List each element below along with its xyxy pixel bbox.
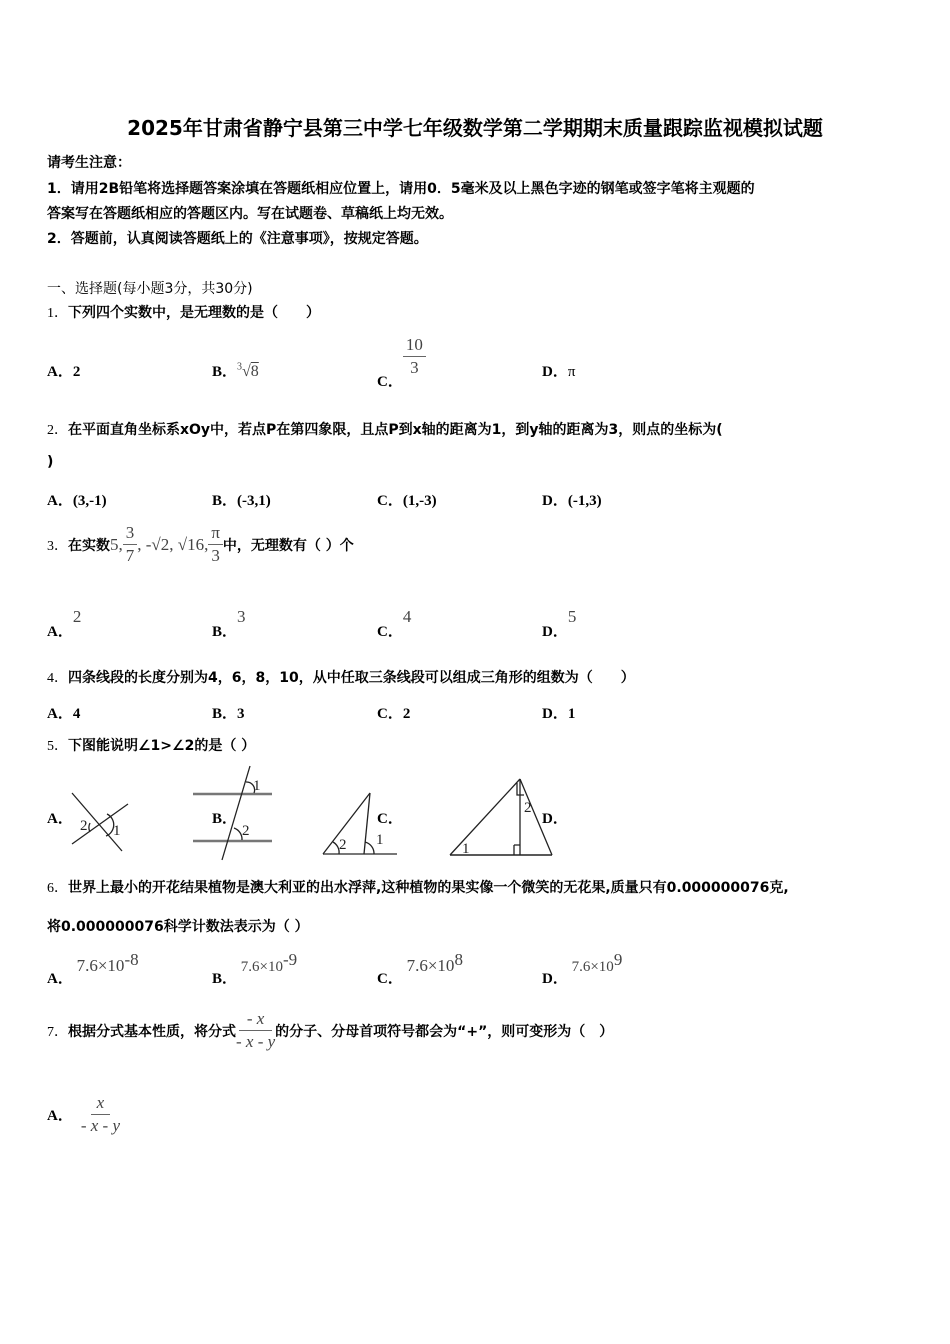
- angle-label: 2: [80, 818, 88, 834]
- question-text: 下列四个实数中，是无理数的是（ ）: [68, 305, 320, 321]
- fraction: [81, 1092, 120, 1137]
- question-number: 4．: [47, 671, 68, 686]
- option: B．(-3,1): [212, 493, 271, 509]
- math-text: , -√2, √16,: [137, 534, 209, 554]
- option-value: 3: [237, 607, 246, 626]
- question-text: 中，无理数有（ ）个: [222, 537, 354, 554]
- numerator: x: [91, 1092, 111, 1115]
- option-label: C．: [377, 971, 403, 987]
- radical-index: 3: [237, 361, 243, 373]
- question-number: 5．: [47, 739, 68, 754]
- angle-label: 1: [253, 778, 261, 794]
- question-text: 在平面直角坐标系xOy中，若点P在第四象限，且点P到x轴的距离为1，到y轴的距离为3，则点的坐标为(: [68, 422, 723, 438]
- fraction: [208, 522, 223, 567]
- angle-label: 1: [462, 841, 470, 857]
- option: B．3: [212, 706, 245, 722]
- fraction: [403, 334, 426, 379]
- exponent: -8: [124, 950, 139, 969]
- angle-label: 1: [113, 823, 121, 839]
- option-value: π: [567, 364, 576, 380]
- denominator: 3: [211, 546, 220, 565]
- angle-label: 2: [242, 823, 250, 839]
- option-value: 8: [250, 363, 259, 380]
- numerator: π: [208, 522, 223, 545]
- option: D．1: [542, 706, 576, 722]
- section-heading: 一、选择题(每小题3分，共30分): [47, 281, 253, 297]
- numerator: - x: [239, 1008, 272, 1031]
- exponent: -9: [282, 950, 298, 969]
- option-label: B．: [212, 624, 238, 640]
- option-value: 7.6×10: [571, 959, 614, 975]
- angle-label: 1: [376, 832, 384, 848]
- numerator: 3: [123, 522, 138, 545]
- question-text: 世界上最小的开花结果植物是澳大利亚的出水浮萍,这种植物的果实像一个微笑的无花果,质量只有0.000000076克,: [68, 880, 789, 896]
- exam-page: 2025年甘肃省静宁县第三中学七年级数学第二学期期末质量跟踪监视模拟试题 请考生注意： 1．请用2B铅笔将选择题答案涂填在答题纸相应位置上，请用0．5毫米及以上黑色字迹的钢笔或签字笔将主观题的 答案写在答题纸相应的答题区内。写在试题卷、草稿纸上均无效。 2．答题前，认真阅读答题纸上的《注意事项》，按规定答题。 一、选择题(每小题3分，共30分) 1．下列四个实数中，是无理数的是（ ） A．2 B．$^3$√8 C． $\frac{10}{3}$ D．π 2．在平面直角坐标系xOy中，若点P在第四象限，且点P到x轴的距离为1，到y轴的距离为3，则点的坐标为( ) A．(3,-1) B．(-3,1) C．(1,-3) D．(-1,3) 3． 在实数 5, $\frac{3}{7}$ , -√2, √16, $\frac{\pi}{3}$ 中，无理数有（ ）个 A．2 B．3 C．4 D．5 4．四条线段的长度分别为4，6，8，10，从中任取三条线段可以组成三角形的组数为（ ） A．4 B．3 C．2 D．1 5．下图能说明∠1>∠2的是（ ） A． B． C． D． 2 1 1 2 2 1 1 2 6．世界上最小的开花结果植物是澳大利亚的出水浮萍,这种植物的果实像一个微笑的无花果,质量只有0.000000076克, 将0.000000076科学计数法表示为（ ） A． $7.6\times 10^{-8}$ B． $7.6\times 10^{-9}$ C． $7.6\times 10^8$ D． $7.6\times 10^9$ 7． 根据分式基本性质，将分式 $\frac{- x}{- x - y}$ 的分子、分母首项符号都会为“+”，则可变形为（ ） A． $\frac{x}{- x - y}$: [0, 0, 950, 1344]
- note-line: 2．答题前，认真阅读答题纸上的《注意事项》，按规定答题。: [47, 231, 428, 247]
- question-text: 在实数: [68, 537, 110, 554]
- option-label: A．: [47, 811, 73, 827]
- option-label: D．: [542, 971, 568, 987]
- angle-label: 2: [339, 837, 347, 853]
- denominator: 3: [410, 358, 419, 377]
- option-value: 2: [72, 364, 81, 380]
- option-label: D．: [542, 624, 568, 640]
- option: D．(-1,3): [542, 493, 602, 509]
- option-value: 2: [72, 607, 82, 626]
- figure-d: [450, 779, 552, 857]
- exponent: 9: [613, 950, 623, 969]
- figure-a: [72, 793, 128, 851]
- option-value: 7.6×10: [76, 956, 125, 975]
- option-label: B．: [212, 971, 238, 987]
- question-number: 6．: [47, 881, 68, 896]
- note-line: 答案写在答题纸相应的答题区内。写在试题卷、草稿纸上均无效。: [47, 206, 453, 222]
- option-label: A．: [47, 1108, 73, 1124]
- option-label: B．: [212, 364, 238, 380]
- option: C．(1,-3): [377, 493, 437, 509]
- option-label: A．: [47, 364, 73, 380]
- option-label: D．: [542, 811, 568, 827]
- option-value: 5: [567, 607, 577, 626]
- notes-heading: 请考生注意：: [47, 155, 131, 171]
- numerator: 10: [403, 334, 426, 357]
- option-label: B．: [212, 811, 238, 827]
- figure-c: [323, 793, 397, 854]
- option: A．4: [47, 706, 81, 722]
- fraction: [123, 522, 138, 567]
- math-text: 5,: [110, 534, 123, 554]
- option-label: C．: [377, 373, 403, 390]
- question-number: 3．: [47, 538, 68, 554]
- figure-b: [193, 766, 272, 860]
- exponent: 8: [454, 950, 463, 969]
- page-title: 2025年甘肃省静宁县第三中学七年级数学第二学期期末质量跟踪监视模拟试题: [127, 116, 823, 140]
- option-value: 7.6×10: [406, 956, 455, 975]
- denominator: - x - y: [236, 1032, 276, 1051]
- denominator: - x - y: [80, 1116, 121, 1135]
- option-label: D．: [542, 364, 568, 380]
- option-label: C．: [377, 811, 403, 827]
- angle-label: 2: [524, 800, 532, 816]
- note-line: 1．请用2B铅笔将选择题答案涂填在答题纸相应位置上，请用0．5毫米及以上黑色字迹的钢笔或签字笔将主观题的: [47, 181, 755, 197]
- question-number: 1．: [47, 306, 68, 321]
- option-label: C．: [377, 624, 403, 640]
- question-number: 7．: [47, 1024, 68, 1040]
- option-value: 7.6×10: [240, 959, 283, 975]
- option-value: 4: [402, 607, 412, 626]
- option: C．2: [377, 706, 411, 722]
- question-text: 下图能说明∠1>∠2的是（ ）: [68, 738, 256, 754]
- question-text: ): [47, 454, 54, 470]
- question-text: 四条线段的长度分别为4，6，8，10，从中任取三条线段可以组成三角形的组数为（ ）: [68, 670, 635, 686]
- question-text: 将0.000000076科学计数法表示为（ ）: [47, 919, 309, 935]
- question-text: 的分子、分母首项符号都会为“+”，则可变形为（ ）: [275, 1023, 614, 1040]
- fraction: [236, 1008, 275, 1053]
- question-text: 根据分式基本性质，将分式: [68, 1023, 236, 1040]
- option-label: A．: [47, 971, 73, 987]
- question-number: 2．: [47, 423, 68, 438]
- denominator: 7: [125, 546, 135, 565]
- angle-figures: [0, 760, 720, 870]
- option-label: A．: [47, 624, 73, 640]
- option: A．(3,-1): [47, 493, 107, 509]
